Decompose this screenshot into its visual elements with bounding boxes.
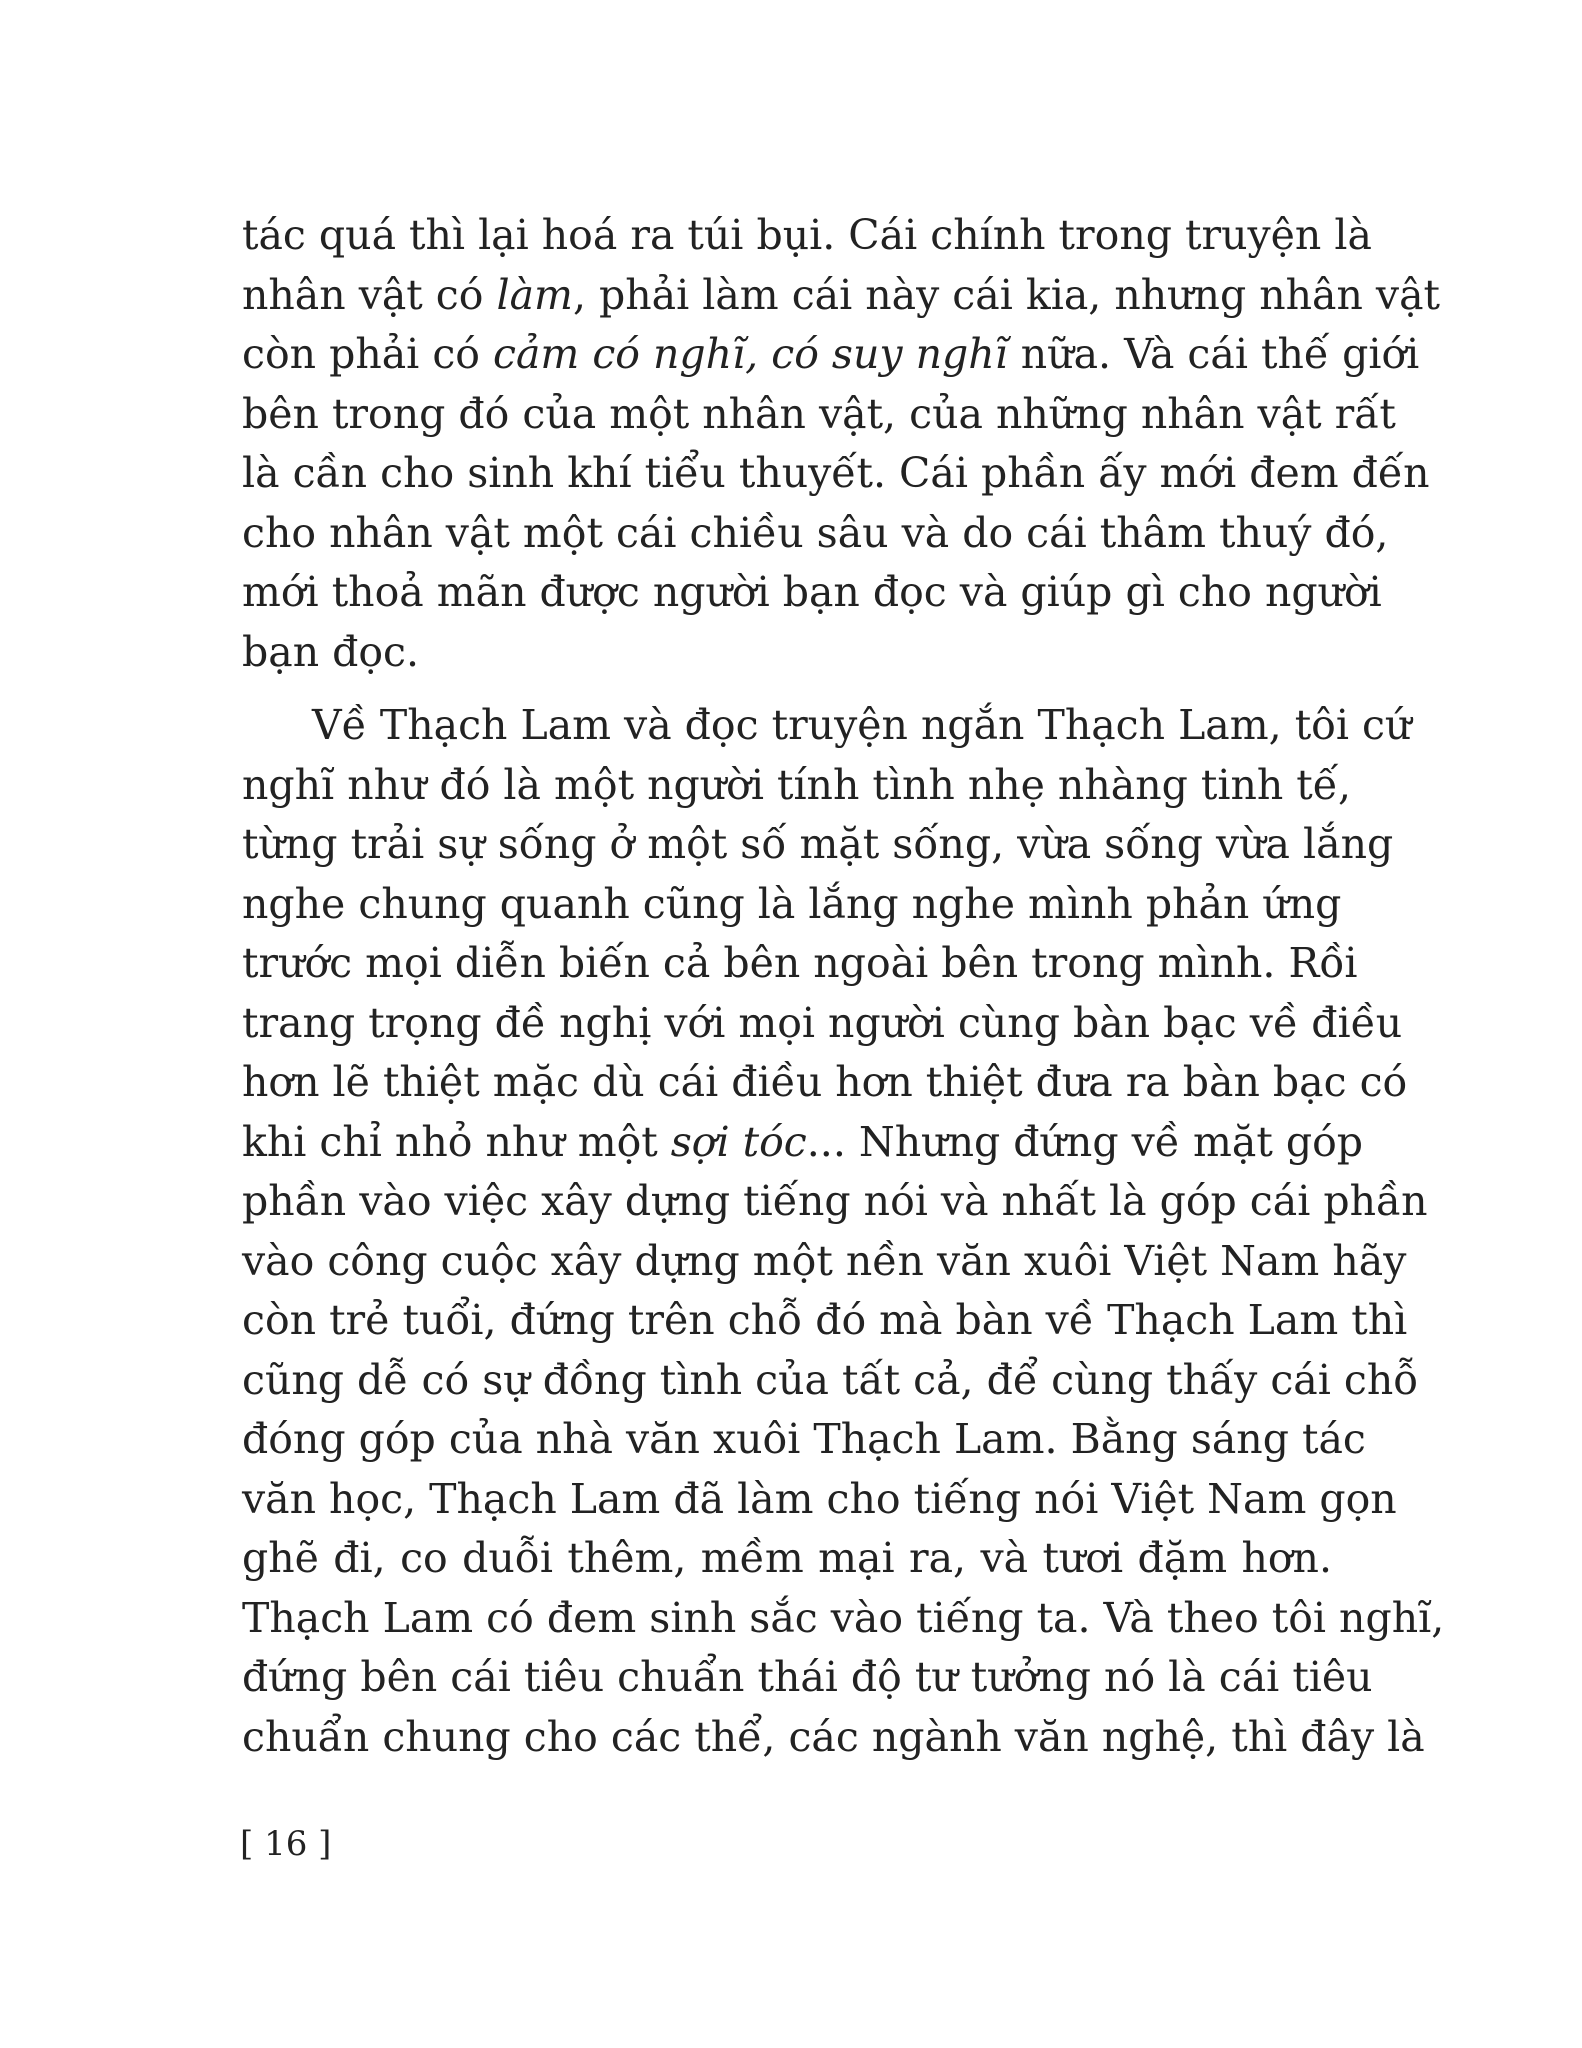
italic-text: cảm có nghĩ, có suy nghĩ (493, 330, 1008, 378)
text-run: trang trọng đề nghị với mọi người cùng bàn bạc về điều (242, 998, 1403, 1047)
text-run: bên trong đó của một nhân vật, của những nhân vật rất (242, 389, 1396, 438)
text-run: hơn lẽ thiệt mặc dù cái điều hơn thiệt đưa ra bàn bạc có (242, 1058, 1408, 1106)
italic-text: sợi tóc (670, 1117, 807, 1166)
italic-text: làm (496, 270, 573, 319)
paragraph-gap (242, 682, 1332, 696)
text-run: từng trải sự sống ở một số mặt sống, vừa sống vừa lắng (242, 820, 1394, 868)
text-run: đóng góp của nhà văn xuôi Thạch Lam. Bằng sáng tác (242, 1415, 1366, 1463)
text-line (242, 1232, 1407, 1292)
text-line (242, 1708, 1425, 1768)
body-text (242, 206, 1445, 1767)
text-run: là cần cho sinh khí tiểu thuyết. Cái phần ấy mới đem đến (242, 449, 1430, 497)
text-run: trước mọi diễn biến cả bên ngoài bên trong mình. Rồi (242, 939, 1358, 987)
text-line (242, 994, 1403, 1054)
text-line (242, 623, 1332, 683)
text-line (242, 563, 1382, 623)
text-run: mới thoả mãn được người bạn đọc và giúp gì cho người (242, 568, 1382, 616)
text-line (242, 815, 1394, 875)
text-line (242, 504, 1389, 564)
text-line (242, 325, 1420, 385)
text-run: nghĩ như đó là một người tính tình nhẹ nhàng tinh tế, (242, 760, 1352, 809)
text-run: đứng bên cái tiêu chuẩn thái độ tư tưởng nó là cái tiêu (242, 1653, 1373, 1701)
text-run: Thạch Lam có đem sinh sắc vào tiếng ta. Và theo tôi nghĩ, (242, 1593, 1445, 1642)
text-line (242, 444, 1430, 504)
text-line (242, 1291, 1408, 1351)
text-line (242, 1470, 1397, 1530)
text-run: văn học, Thạch Lam đã làm cho tiếng nói Việt Nam gọn (242, 1474, 1397, 1523)
text-line (242, 1351, 1419, 1411)
text-line (242, 934, 1358, 994)
paragraph (242, 206, 1441, 682)
text-run: phần vào việc xây dựng tiếng nói và nhất là góp cái phần (242, 1177, 1428, 1225)
text-line (242, 1589, 1445, 1649)
text-run: còn trẻ tuổi, đứng trên chỗ đó mà bàn về Thạch Lam thì (242, 1296, 1408, 1344)
text-line (242, 875, 1342, 935)
text-run: cũng dễ có sự đồng tình của tất cả, để cùng thấy cái chỗ (242, 1355, 1419, 1404)
text-run: ... Nhưng đứng về mặt góp (806, 1117, 1364, 1166)
text-run: khi chỉ nhỏ như một (242, 1117, 671, 1166)
text-line (242, 756, 1352, 816)
text-run: bạn đọc. (242, 627, 420, 676)
text-run: nữa. Và cái thế giới (1007, 330, 1420, 378)
paragraph (242, 696, 1445, 1767)
text-run: vào công cuộc xây dựng một nền văn xuôi Việt Nam hãy (242, 1236, 1407, 1285)
text-run: chuẩn chung cho các thể, các ngành văn nghệ, thì đây là (242, 1712, 1425, 1761)
text-line (242, 696, 1412, 756)
page-number: [ 16 ] (240, 1824, 332, 1864)
text-run: Về Thạch Lam và đọc truyện ngắn Thạch Lam, tôi cứ (312, 701, 1412, 749)
text-run: ghẽ đi, co duỗi thêm, mềm mại ra, và tươi đặm hơn. (242, 1534, 1332, 1582)
text-line (242, 1529, 1332, 1589)
text-line (242, 1113, 1364, 1173)
text-line (242, 206, 1372, 266)
text-line (242, 385, 1396, 445)
text-run: nghe chung quanh cũng là lắng nghe mình phản ứng (242, 879, 1342, 928)
text-run: , phải làm cái này cái kia, nhưng nhân vật (572, 270, 1441, 319)
text-line (242, 1410, 1366, 1470)
text-run: cho nhân vật một cái chiều sâu và do cái thâm thuý đó, (242, 508, 1389, 557)
text-line (242, 1648, 1373, 1708)
text-line (242, 1172, 1428, 1232)
text-line (242, 266, 1441, 326)
text-run: nhân vật có (242, 270, 497, 319)
text-run: tác quá thì lại hoá ra túi bụi. Cái chính trong truyện là (242, 211, 1372, 259)
text-line (242, 1053, 1408, 1113)
text-run: còn phải có (242, 330, 494, 378)
